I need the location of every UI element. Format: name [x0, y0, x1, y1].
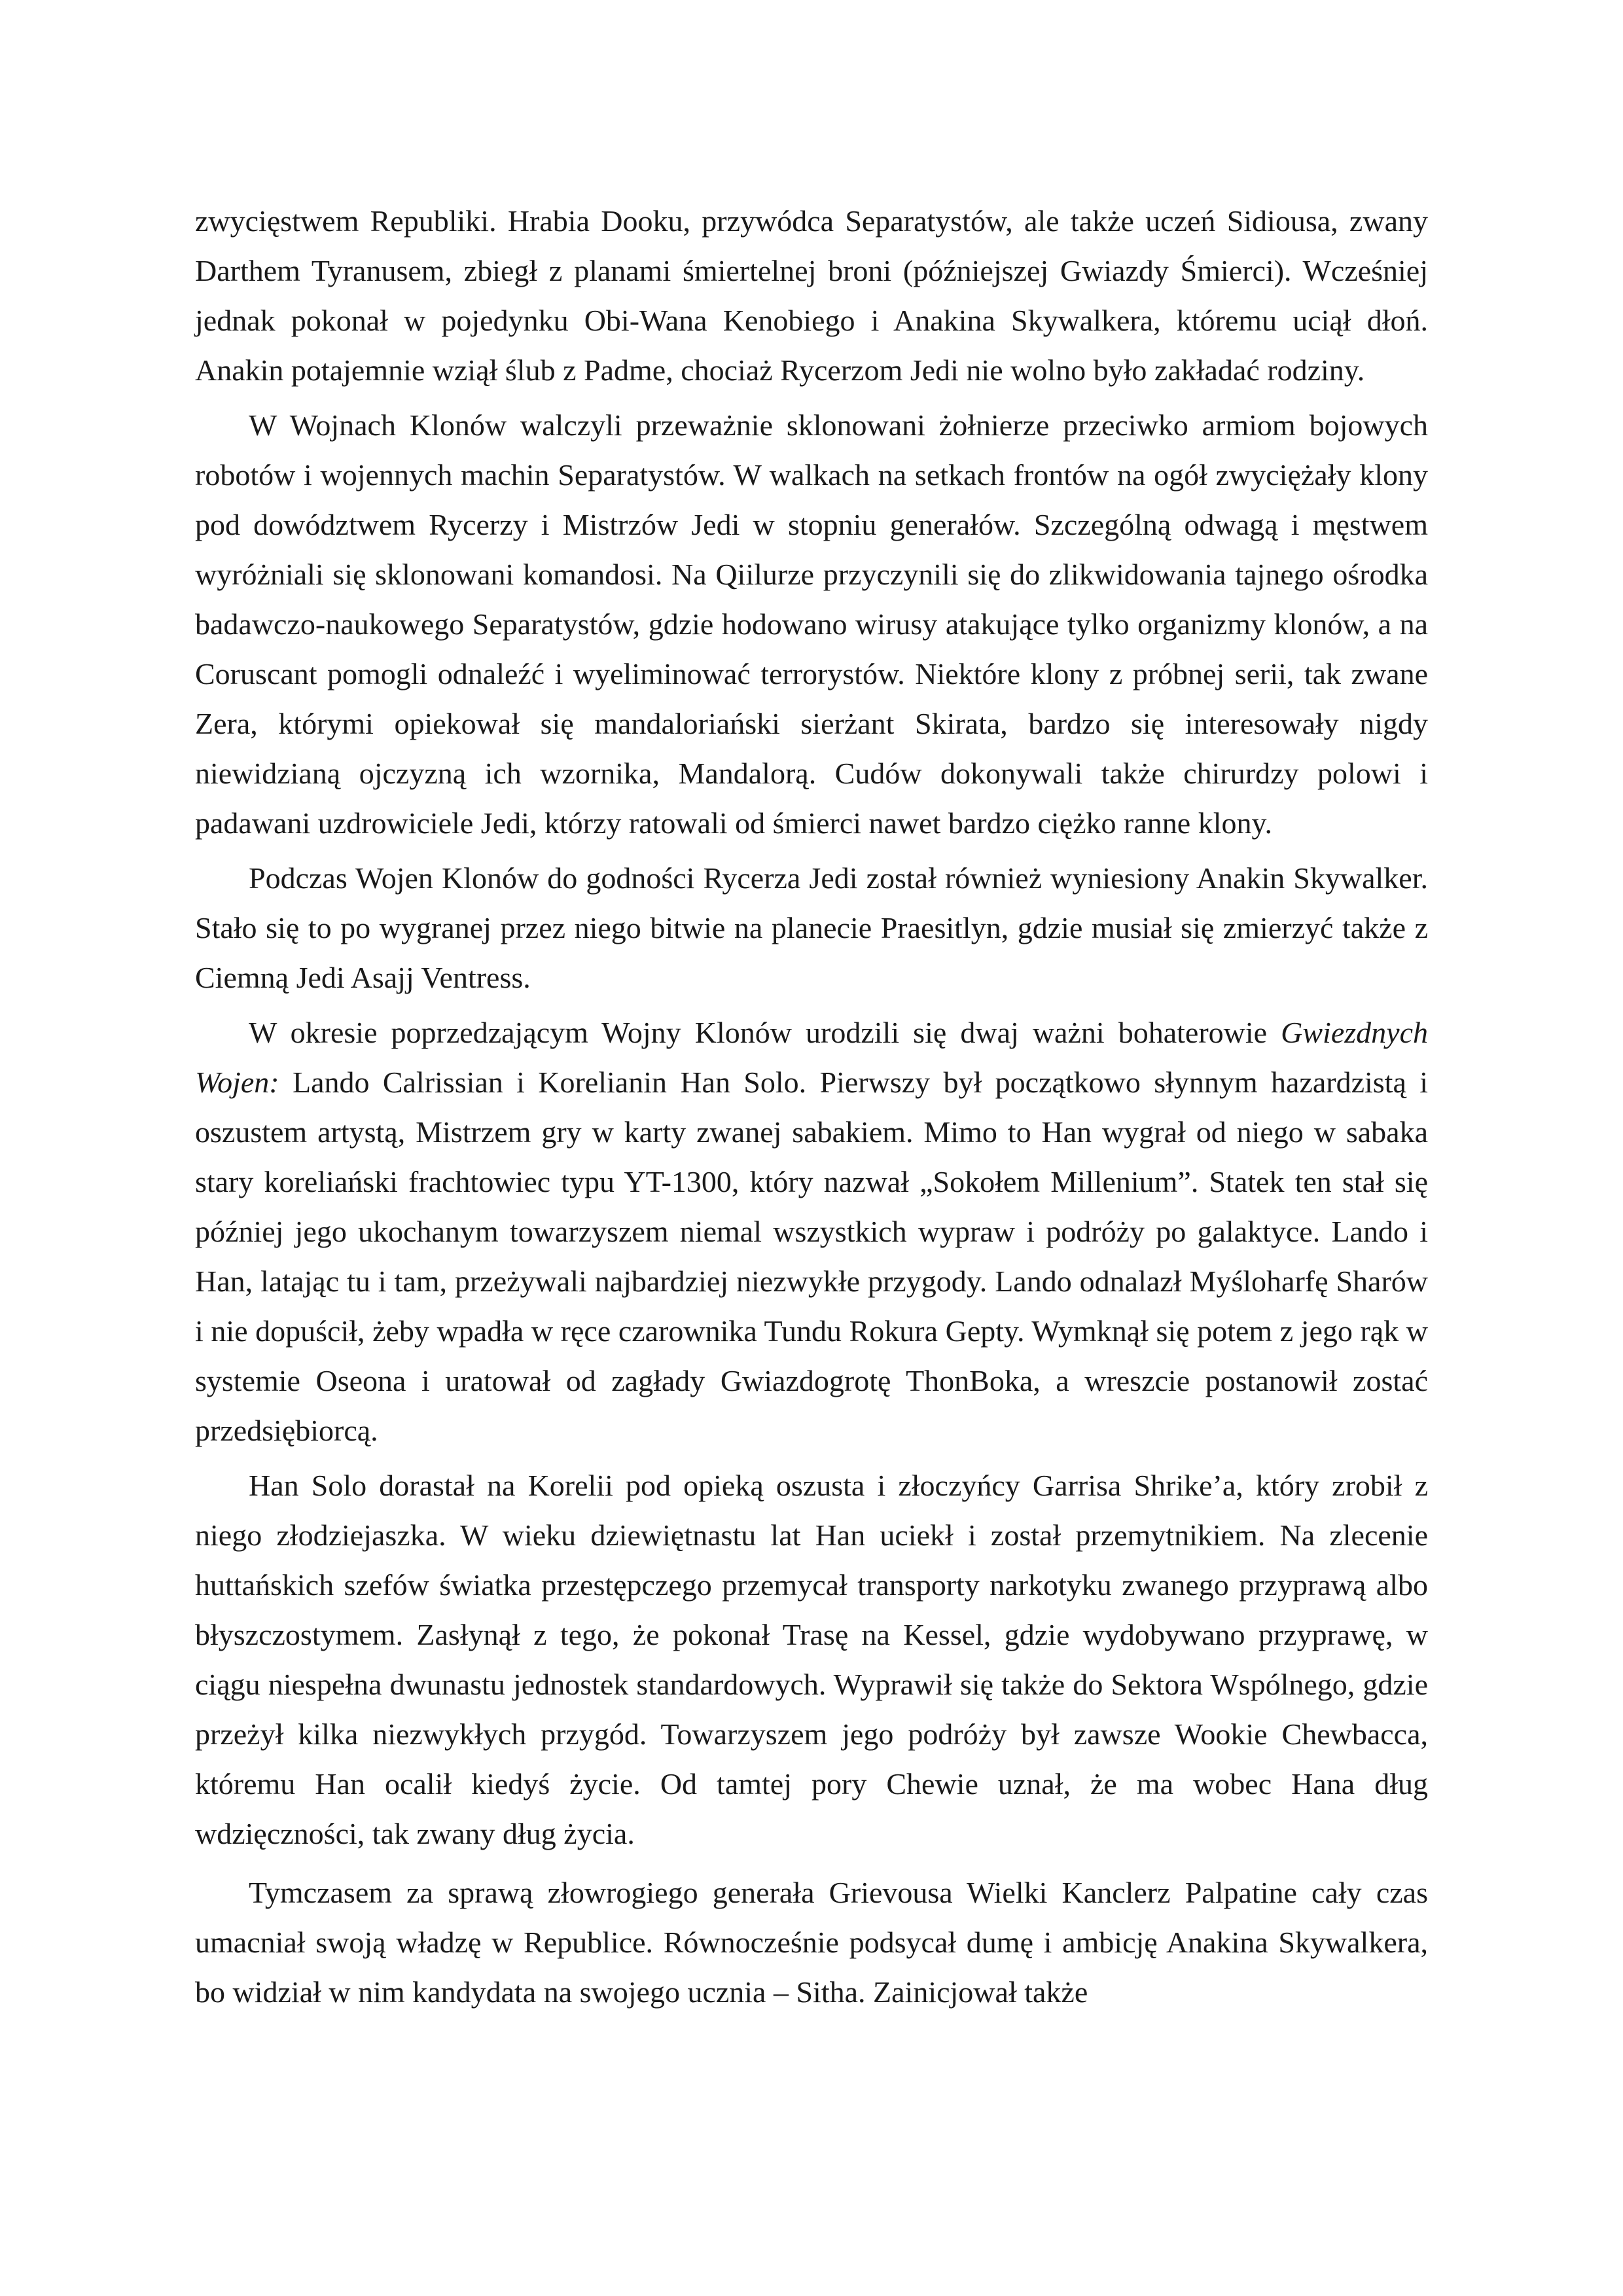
- paragraph-4: [195, 1008, 1428, 1456]
- body-text: [195, 196, 1428, 2017]
- paragraph-2: W Wojnach Klonów walczyli przeważnie sklonowani żołnierze przeciwko armiom bojowych robotów i wojennych machin Separatystów. W walkach na setkach frontów na ogół zwyciężały klony pod dowództwem Rycerzy i Mistrzów Jedi w stopniu generałów. Szczególną odwagą i męstwem wyróżniali się sklonowani komandosi. Na Qiilurze przyczynili się do zlikwidowania tajnego ośrodka badawczo-naukowego Separatystów, gdzie hodowano wirusy atakujące tylko organizmy klonów, a na Coruscant pomogli odnaleźć i wyeliminować terrorystów. Niektóre klony z próbnej serii, tak zwane Zera, którymi opiekował się mandaloriański sierżant Skirata, bardzo się interesowały nigdy niewidzianą ojczyzną ich wzornika, Mandalorą. Cudów dokonywali także chirurdzy polowi i padawani uzdrowiciele Jedi, którzy ratowali od śmierci nawet bardzo ciężko ranne klony.: [195, 408, 1428, 840]
- paragraph-3: Podczas Wojen Klonów do godności Rycerza Jedi został również wyniesiony Anakin Skywalker. Stało się to po wygranej przez niego bitwie na planecie Praesitlyn, gdzie musiał się zmierzyć także z Ciemną Jedi Asajj Ventress.: [195, 861, 1428, 994]
- paragraph-4-part-2: Lando Calrissian i Korelianin Han Solo. Pierwszy był początkowo słynnym hazardzistą i oszustem artystą, Mistrzem gry w karty zwanej sabakiem. Mimo to Han wygrał od niego w sabaka stary koreliański frachtowiec typu YT-1300, który nazwał „Sokołem Millenium”. Statek ten stał się później jego ukochanym towarzyszem niemal wszystkich wypraw i podróży po galaktyce. Lando i Han, latając tu i tam, przeżywali najbardziej niezwykłe przygody. Lando odnalazł Myśloharfę Sharów i nie dopuścił, żeby wpadła w ręce czarownika Tundu Rokura Gepty. Wymknął się potem z jego rąk w systemie Oseona i uratował od zagłady Gwiazdogrotę ThonBoka, a wreszcie postanowił zostać przedsiębiorcą.: [195, 1066, 1428, 1447]
- paragraph-6: Tymczasem za sprawą złowrogiego generała Grievousa Wielki Kanclerz Palpatine cały czas umacniał swoją władzę w Republice. Równocześnie podsycał dumę i ambicję Anakina Skywalkera, bo widział w nim kandydata na swojego ucznia – Sitha. Zainicjował także: [195, 1876, 1428, 2009]
- paragraph-4-part-1: W okresie poprzedzającym Wojny Klonów urodzili się dwaj ważni bohaterowie: [249, 1016, 1281, 1049]
- paragraph-1: zwycięstwem Republiki. Hrabia Dooku, przywódca Separatystów, ale także uczeń Sidiousa, zwany Darthem Tyranusem, zbiegł z planami śmiertelnej broni (późniejszej Gwiazdy Śmierci). Wcześniej jednak pokonał w pojedynku Obi-Wana Kenobiego i Anakina Skywalkera, któremu uciął dłoń. Anakin potajemnie wziął ślub z Padme, chociaż Rycerzom Jedi nie wolno było zakładać rodziny.: [195, 204, 1428, 387]
- paragraph-5: Han Solo dorastał na Korelii pod opieką oszusta i złoczyńcy Garrisa Shrike’a, który zrobił z niego złodziejaszka. W wieku dziewiętnastu lat Han uciekł i został przemytnikiem. Na zlecenie huttańskich szefów światka przestępczego przemycał transporty narkotyku zwanego przyprawą albo błyszczostymem. Zasłynął z tego, że pokonał Trasę na Kessel, gdzie wydobywano przyprawę, w ciągu niespełna dwunastu jednostek standardowych. Wyprawił się także do Sektora Wspólnego, gdzie przeżył kilka niezwykłych przygód. Towarzyszem jego podróży był zawsze Wookie Chewbacca, któremu Han ocalił kiedyś życie. Od tamtej pory Chewie uznał, że ma wobec Hana dług wdzięczności, tak zwany dług życia.: [195, 1469, 1428, 1850]
- paragraph-4-italic-title: Gwiezdnych Wojen:: [195, 1016, 1428, 1099]
